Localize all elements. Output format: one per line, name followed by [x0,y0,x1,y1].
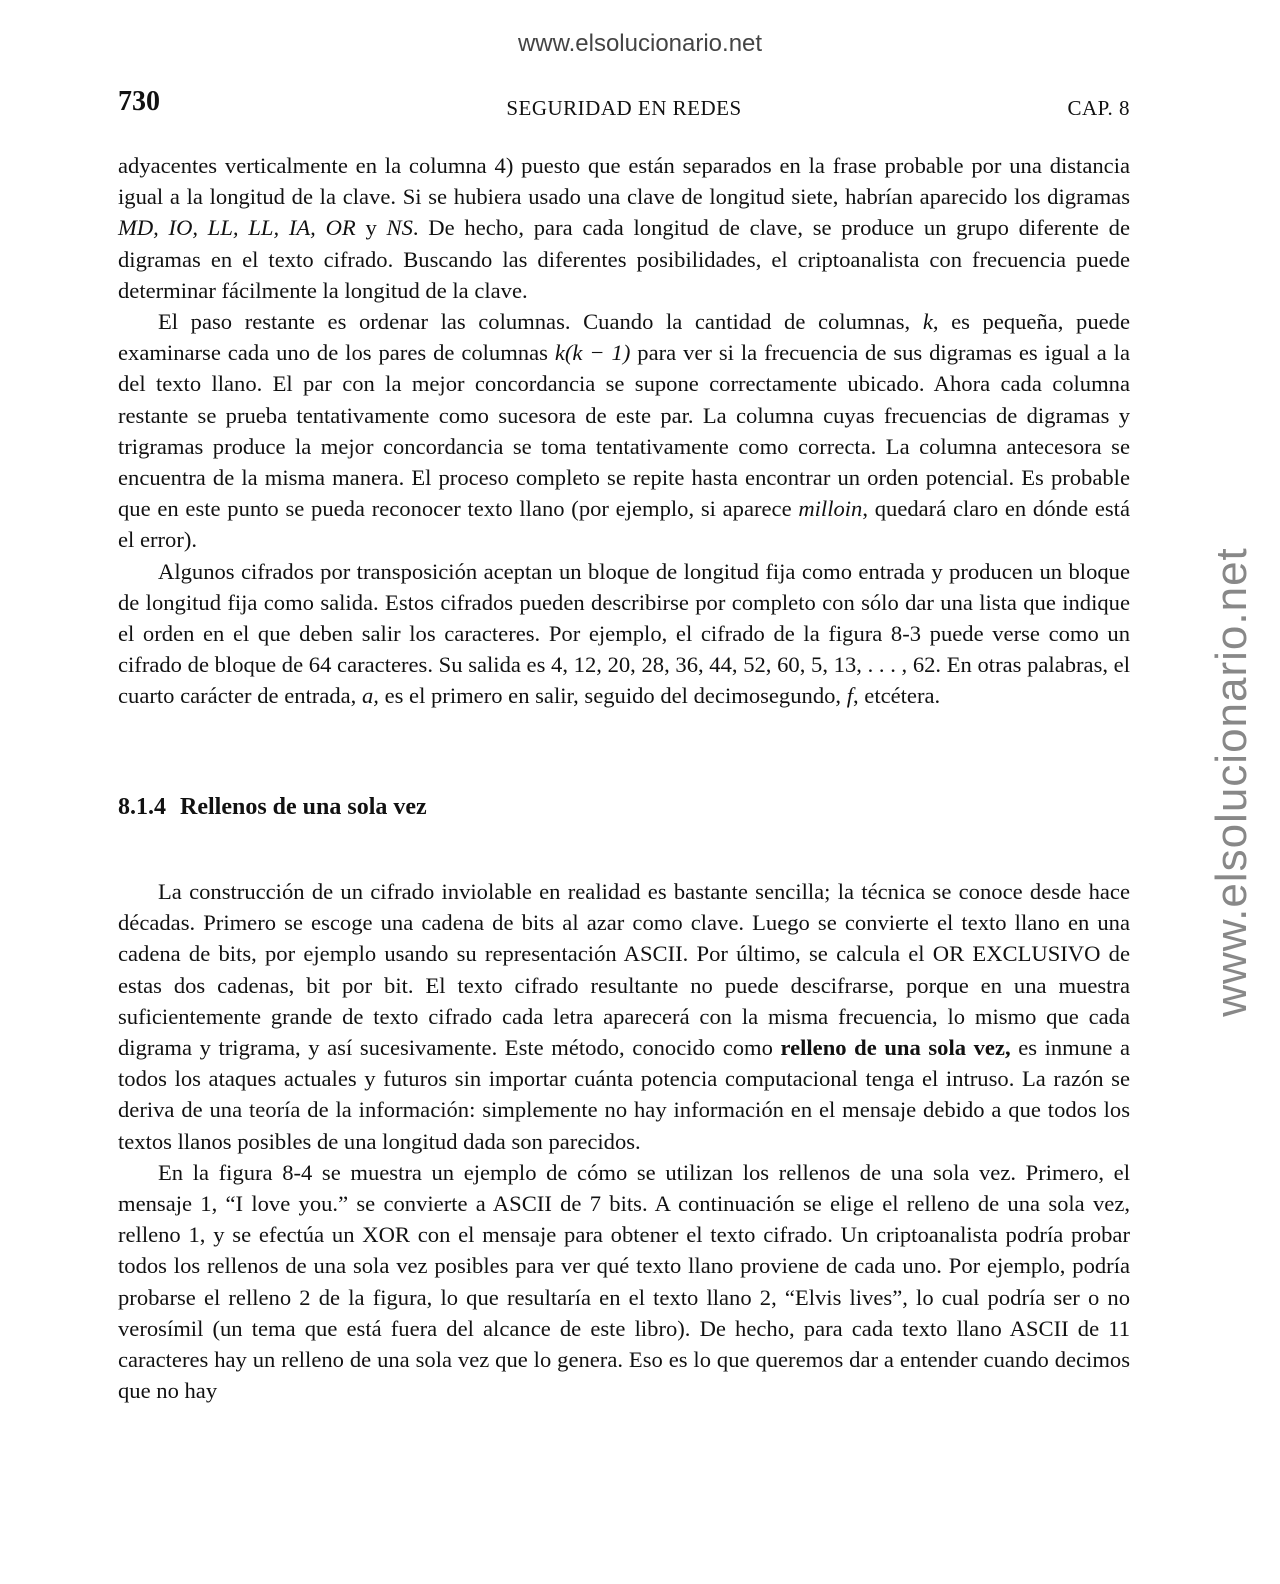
section-heading [118,794,427,821]
section-number: 8.1.4 [118,794,166,820]
watermark-side: www.elsolucionario.net [1207,547,1256,1017]
body-text-bottom [118,876,1130,1406]
paragraph: adyacentes verticalmente en la columna 4) puesto que están separados en la frase probable por una distancia igual a la longitud de la clave. Si se hubiera usado una clave de longitud siete, habrían aparecido los digramas MD, IO, LL, LL, IA, OR y NS. De hecho, para cada longitud de clave, se produce un grupo diferente de digramas en el texto cifrado. Buscando las diferentes posibilidades, el criptoanalista con frecuencia puede determinar fácilmente la longitud de la clave. [118,153,1130,303]
paragraph: Algunos cifrados por transposición aceptan un bloque de longitud fija como entrada y producen un bloque de longitud fija como salida. Estos cifrados pueden describirse por completo con sólo dar una lista que indique el orden en el que deben salir los caracteres. Por ejemplo, el cifrado de la figura 8-3 puede verse como un cifrado de bloque de 64 caracteres. Su salida es 4, 12, 20, 28, 36, 44, 52, 60, 5, 13, . . . , 62. En otras palabras, el cuarto carácter de entrada, a, es el primero en salir, seguido del decimosegundo, f, etcétera. [118,558,1130,709]
section-title: Rellenos de una sola vez [180,794,427,820]
paragraph: El paso restante es ordenar las columnas. Cuando la cantidad de columnas, k, es pequeña, puede examinarse cada uno de los pares de columnas k(k − 1) para ver si la frecuencia de sus digramas es igual a la del texto llano. El par con la mejor concordancia se supone correctamente ubicado. Ahora cada columna restante se prueba tentativamente como sucesora de este par. La columna cuyas frecuencias de digramas y trigramas produce la mejor concordancia se toma tentativamente como correcta. La columna antecesora se encuentra de la misma manera. El proceso completo se repite hasta encontrar un orden potencial. Es probable que en este punto se pueda reconocer texto llano (por ejemplo, si aparece milloin, quedará claro en dónde está el error). [118,309,1130,553]
chapter-label: CAP. 8 [1067,96,1130,120]
running-title: SEGURIDAD EN REDES [506,96,742,120]
paragraph: La construcción de un cifrado inviolable en realidad es bastante sencilla; la técnica se conoce desde hace décadas. Primero se escoge una cadena de bits al azar como clave. Luego se convierte el texto llano en una cadena de bits, por ejemplo usando su representación ASCII. Por último, se calcula el OR EXCLUSIVO de estas dos cadenas, bit por bit. El texto cifrado resultante no puede descifrarse, porque en una muestra suficientemente grande de texto cifrado cada letra aparecerá con la misma frecuencia, lo mismo que cada digrama y trigrama, y así sucesivamente. Este método, conocido como relleno de una sola vez, es inmune a todos los ataques actuales y futuros sin importar cuánta potencia computacional tenga el intruso. La razón se deriva de una teoría de la información: simplemente no hay información en el mensaje debido a que todos los textos llanos posibles de una longitud dada son parecidos. [118,879,1130,1154]
watermark-top: www.elsolucionario.net [517,30,763,57]
running-head [118,86,1130,120]
body-text-top [118,150,1130,712]
paragraph: En la figura 8-4 se muestra un ejemplo de cómo se utilizan los rellenos de una sola vez. Primero, el mensaje 1, “I love you.” se convierte a ASCII de 7 bits. A continuación se elige el relleno de una sola vez, relleno 1, y se efectúa un XOR con el mensaje para obtener el texto cifrado. Un criptoanalista podría probar todos los rellenos de una sola vez posibles para ver qué texto llano proviene de cada uno. Por ejemplo, podría probarse el relleno 2 de la figura, lo que resultaría en el texto llano 2, “Elvis lives”, lo cual podría ser o no verosímil (un tema que está fuera del alcance de este libro). De hecho, para cada texto llano ASCII de 11 caracteres hay un relleno de una sola vez que lo genera. Eso es lo que queremos dar a entender cuando decimos que no hay [118,1159,1130,1404]
page-number: 730 [118,86,160,117]
